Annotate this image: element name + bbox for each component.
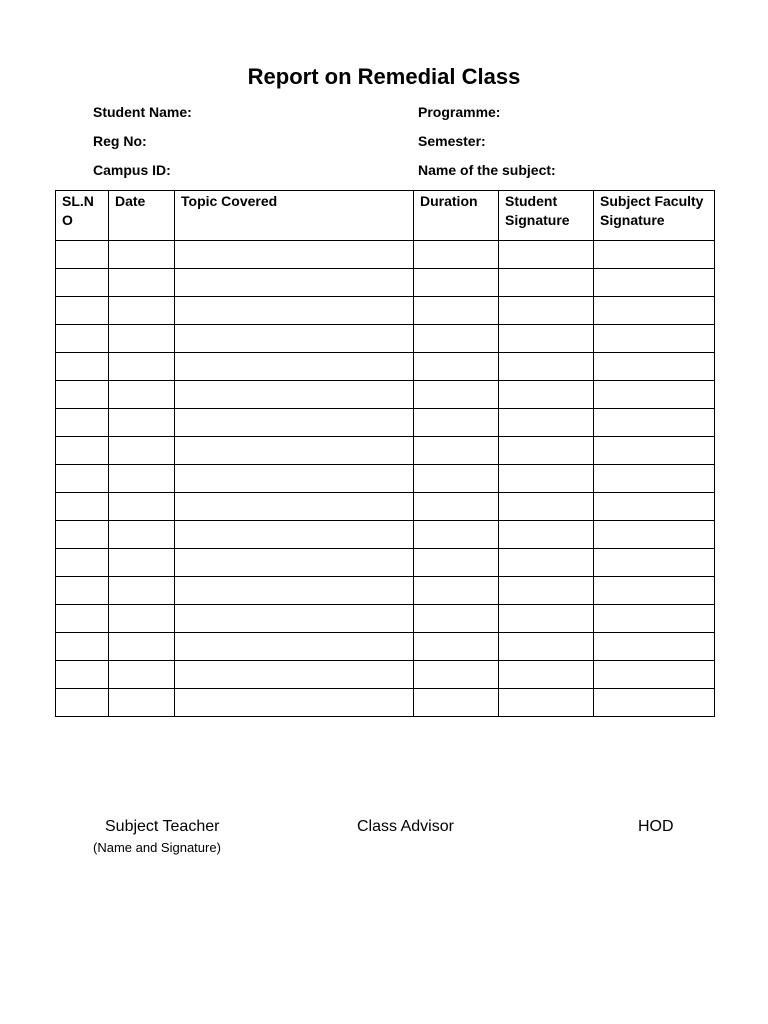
- table-cell[interactable]: [175, 689, 414, 717]
- table-cell[interactable]: [499, 633, 594, 661]
- table-cell[interactable]: [109, 577, 175, 605]
- table-cell[interactable]: [56, 577, 109, 605]
- table-cell[interactable]: [175, 549, 414, 577]
- table-cell[interactable]: [499, 605, 594, 633]
- table-cell[interactable]: [109, 549, 175, 577]
- table-row: [56, 409, 715, 437]
- table-cell[interactable]: [175, 325, 414, 353]
- table-cell[interactable]: [175, 297, 414, 325]
- header-date: Date: [109, 191, 175, 241]
- table-cell[interactable]: [594, 465, 715, 493]
- table-cell[interactable]: [175, 633, 414, 661]
- table-cell[interactable]: [175, 241, 414, 269]
- table-cell[interactable]: [594, 577, 715, 605]
- table-cell[interactable]: [109, 661, 175, 689]
- table-cell[interactable]: [499, 381, 594, 409]
- table-cell[interactable]: [56, 409, 109, 437]
- table-cell[interactable]: [594, 241, 715, 269]
- reg-no-label: Reg No:: [93, 133, 147, 149]
- table-cell[interactable]: [56, 381, 109, 409]
- table-cell[interactable]: [499, 493, 594, 521]
- table-row: [56, 353, 715, 381]
- table-cell[interactable]: [414, 465, 499, 493]
- table-cell[interactable]: [56, 269, 109, 297]
- table-cell[interactable]: [175, 661, 414, 689]
- table-cell[interactable]: [499, 269, 594, 297]
- table-cell[interactable]: [56, 633, 109, 661]
- table-header-row: [56, 191, 715, 241]
- table-cell[interactable]: [109, 437, 175, 465]
- table-cell[interactable]: [414, 437, 499, 465]
- table-cell[interactable]: [499, 241, 594, 269]
- table-cell[interactable]: [499, 689, 594, 717]
- table-cell[interactable]: [414, 661, 499, 689]
- table-row: [56, 241, 715, 269]
- table-row: [56, 577, 715, 605]
- table-cell[interactable]: [109, 269, 175, 297]
- subject-teacher-label: Subject Teacher: [105, 818, 220, 835]
- programme-label: Programme:: [418, 104, 501, 120]
- table-cell[interactable]: [56, 521, 109, 549]
- table-cell[interactable]: [414, 577, 499, 605]
- table-cell[interactable]: [414, 241, 499, 269]
- table-cell[interactable]: [109, 381, 175, 409]
- table-cell[interactable]: [594, 381, 715, 409]
- table-cell[interactable]: [594, 661, 715, 689]
- table-cell[interactable]: [175, 269, 414, 297]
- table-cell[interactable]: [56, 241, 109, 269]
- remedial-class-table: [55, 190, 715, 717]
- subject-name-label: Name of the subject:: [418, 162, 556, 178]
- table-cell[interactable]: [414, 633, 499, 661]
- table-row: [56, 437, 715, 465]
- table-row: [56, 661, 715, 689]
- table-cell[interactable]: [414, 409, 499, 437]
- table-cell[interactable]: [594, 437, 715, 465]
- table-cell[interactable]: [109, 689, 175, 717]
- table-cell[interactable]: [414, 689, 499, 717]
- table-row: [56, 297, 715, 325]
- table-cell[interactable]: [414, 605, 499, 633]
- table-cell[interactable]: [109, 241, 175, 269]
- header-student-signature: Student Signature: [499, 191, 594, 241]
- table-row: [56, 269, 715, 297]
- table-cell[interactable]: [594, 605, 715, 633]
- table-cell[interactable]: [56, 353, 109, 381]
- table-cell[interactable]: [109, 521, 175, 549]
- table-cell[interactable]: [56, 465, 109, 493]
- table-cell[interactable]: [414, 381, 499, 409]
- table-cell[interactable]: [414, 493, 499, 521]
- table-cell[interactable]: [175, 521, 414, 549]
- table-cell[interactable]: [109, 297, 175, 325]
- table-cell[interactable]: [56, 661, 109, 689]
- table-cell[interactable]: [56, 325, 109, 353]
- table-row: [56, 549, 715, 577]
- table-cell[interactable]: [109, 633, 175, 661]
- table-row: [56, 633, 715, 661]
- table-cell[interactable]: [499, 325, 594, 353]
- table-row: [56, 381, 715, 409]
- table-cell[interactable]: [499, 661, 594, 689]
- table-row: [56, 465, 715, 493]
- table-cell[interactable]: [109, 465, 175, 493]
- table-cell[interactable]: [109, 493, 175, 521]
- table-cell[interactable]: [175, 381, 414, 409]
- table-cell[interactable]: [499, 465, 594, 493]
- table-cell[interactable]: [414, 297, 499, 325]
- table-cell[interactable]: [56, 297, 109, 325]
- table-cell[interactable]: [56, 549, 109, 577]
- table-cell[interactable]: [414, 325, 499, 353]
- table-cell[interactable]: [594, 325, 715, 353]
- table-cell[interactable]: [109, 353, 175, 381]
- table-cell[interactable]: [594, 521, 715, 549]
- table-cell[interactable]: [594, 409, 715, 437]
- student-name-label: Student Name:: [93, 104, 192, 120]
- table-row: [56, 325, 715, 353]
- table-cell[interactable]: [175, 577, 414, 605]
- header-topic-covered: Topic Covered: [175, 191, 414, 241]
- table-cell[interactable]: [56, 605, 109, 633]
- header-duration: Duration: [414, 191, 499, 241]
- table-row: [56, 605, 715, 633]
- table-cell[interactable]: [499, 353, 594, 381]
- table-cell[interactable]: [499, 437, 594, 465]
- table-cell[interactable]: [594, 689, 715, 717]
- table-cell[interactable]: [175, 409, 414, 437]
- table-cell[interactable]: [499, 297, 594, 325]
- table-cell[interactable]: [499, 549, 594, 577]
- table-cell[interactable]: [594, 633, 715, 661]
- table-cell[interactable]: [414, 269, 499, 297]
- table-row: [56, 521, 715, 549]
- table-cell[interactable]: [594, 353, 715, 381]
- table-cell[interactable]: [109, 605, 175, 633]
- table-cell[interactable]: [594, 549, 715, 577]
- table-cell[interactable]: [109, 325, 175, 353]
- table-cell[interactable]: [499, 521, 594, 549]
- table-cell[interactable]: [175, 437, 414, 465]
- table-cell[interactable]: [414, 353, 499, 381]
- table-cell[interactable]: [499, 409, 594, 437]
- table-cell[interactable]: [175, 493, 414, 521]
- campus-id-label: Campus ID:: [93, 162, 171, 178]
- table-cell[interactable]: [414, 521, 499, 549]
- header-faculty-signature: Subject Faculty Signature: [594, 191, 715, 241]
- table-cell[interactable]: [175, 605, 414, 633]
- table-cell[interactable]: [594, 297, 715, 325]
- page-title: Report on Remedial Class: [247, 64, 521, 89]
- subject-teacher-note: (Name and Signature): [93, 840, 221, 855]
- table-row: [56, 493, 715, 521]
- table-row: [56, 689, 715, 717]
- table-cell[interactable]: [175, 465, 414, 493]
- class-advisor-label: Class Advisor: [357, 818, 454, 835]
- table-body: [56, 241, 715, 717]
- semester-label: Semester:: [418, 133, 486, 149]
- hod-label: HOD: [638, 818, 674, 835]
- table-cell[interactable]: [56, 437, 109, 465]
- table-cell[interactable]: [414, 549, 499, 577]
- table-cell[interactable]: [175, 353, 414, 381]
- table-cell[interactable]: [499, 577, 594, 605]
- table-cell[interactable]: [594, 269, 715, 297]
- table-cell[interactable]: [109, 409, 175, 437]
- table-cell[interactable]: [594, 493, 715, 521]
- table-cell[interactable]: [56, 493, 109, 521]
- table-cell[interactable]: [56, 689, 109, 717]
- header-sl-no: SL.N O: [56, 191, 109, 241]
